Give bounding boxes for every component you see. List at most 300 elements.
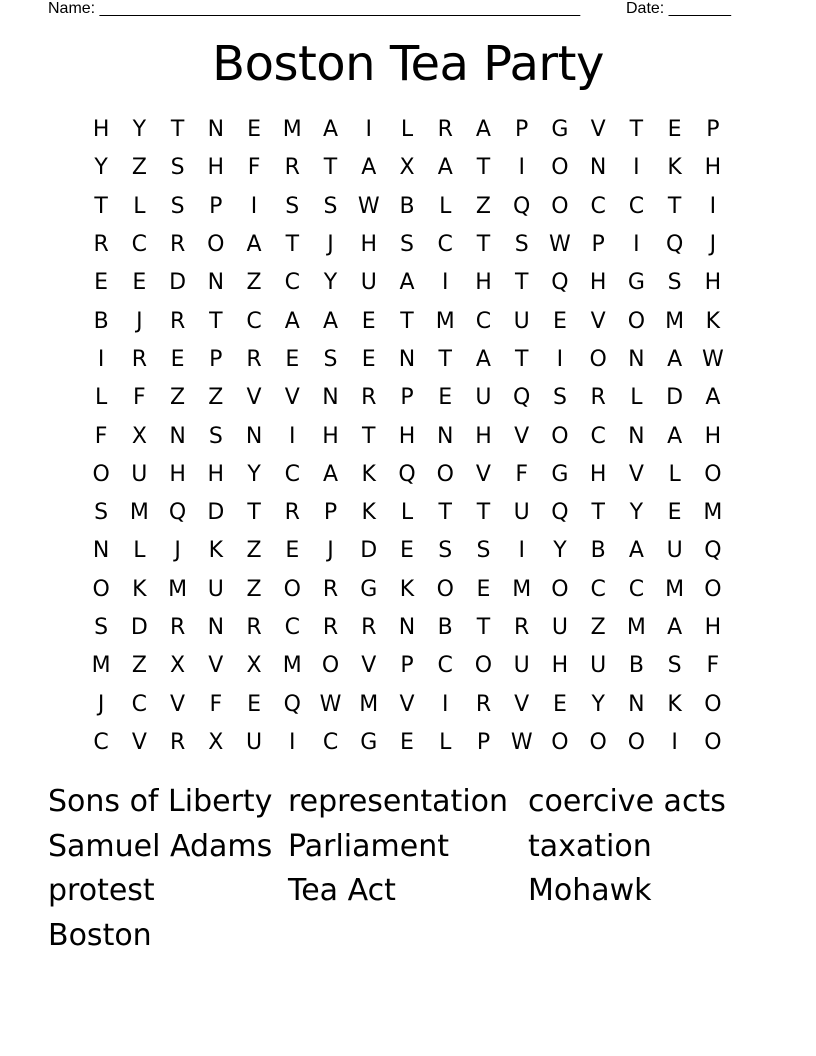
grid-letter: T — [476, 155, 491, 181]
grid-letter: P — [591, 232, 605, 258]
grid-row — [82, 494, 732, 532]
grid-letter: E — [400, 729, 414, 755]
grid-letter: S — [285, 193, 300, 219]
grid-letter: T — [476, 232, 491, 258]
grid-letter: Q — [665, 232, 684, 258]
grid-letter: R — [169, 729, 186, 755]
grid-letter: K — [399, 576, 415, 602]
grid-letter: M — [703, 500, 723, 526]
grid-letter: C — [628, 576, 645, 602]
grid-letter: Y — [132, 117, 147, 143]
grid-row — [82, 571, 732, 609]
grid-letter: L — [133, 193, 146, 219]
grid-letter: R — [169, 615, 186, 640]
grid-letter: N — [92, 538, 110, 564]
grid-letter: I — [441, 270, 449, 296]
grid-letter: I — [709, 193, 717, 219]
grid-letter: K — [705, 308, 721, 334]
grid-letter: I — [365, 117, 372, 143]
grid-letter: Z — [590, 615, 606, 640]
grid-letter: K — [208, 538, 224, 564]
word-bank-item: Sons of Liberty — [48, 784, 273, 819]
grid-letter: L — [439, 193, 452, 219]
word-bank-item: Samuel Adams — [48, 828, 273, 864]
grid-letter: W — [357, 193, 380, 219]
grid-letter: T — [438, 346, 452, 372]
grid-letter: O — [436, 576, 454, 602]
grid-letter: L — [94, 385, 108, 411]
grid-letter: N — [628, 691, 645, 717]
page-title: Boston Tea Party — [212, 36, 604, 92]
word-bank-item: Boston — [48, 917, 152, 953]
grid-letter: Y — [247, 461, 261, 487]
grid-letter: E — [667, 117, 682, 143]
grid-letter: Z — [131, 155, 147, 181]
grid-letter: U — [513, 500, 530, 526]
grid-letter: Y — [94, 155, 108, 181]
grid-letter: J — [709, 232, 717, 258]
grid-letter: E — [247, 691, 261, 717]
grid-letter: R — [475, 691, 492, 717]
grid-letter: V — [590, 308, 606, 334]
word-bank-item: taxation — [528, 828, 652, 864]
grid-letter: Z — [170, 385, 186, 411]
grid-row — [82, 647, 732, 685]
grid-letter: K — [361, 461, 376, 487]
grid-letter: R — [246, 615, 262, 640]
grid-letter: S — [476, 538, 491, 564]
grid-letter: B — [590, 538, 606, 564]
grid-letter: N — [398, 615, 416, 640]
grid-letter: G — [360, 576, 378, 602]
grid-letter: E — [400, 538, 414, 564]
grid-letter: F — [247, 155, 261, 181]
grid-letter: L — [630, 385, 643, 411]
header-line — [48, 0, 748, 20]
grid-letter: U — [513, 308, 530, 334]
grid-letter: C — [322, 729, 339, 755]
grid-letter: F — [94, 423, 108, 449]
grid-letter: N — [169, 423, 186, 449]
grid-letter: R — [131, 346, 147, 372]
grid-letter: E — [361, 346, 376, 372]
grid-letter: W — [319, 691, 342, 717]
grid-letter: R — [590, 385, 606, 411]
grid-letter: U — [513, 653, 530, 679]
grid-letter: A — [246, 232, 262, 258]
grid-letter: U — [551, 615, 568, 640]
grid-letter: O — [704, 461, 722, 487]
grid-letter: L — [668, 461, 681, 487]
letter-grid — [82, 111, 732, 762]
grid-letter: U — [475, 385, 492, 411]
grid-letter: A — [667, 423, 683, 449]
grid-letter: O — [551, 423, 569, 449]
grid-letter: M — [435, 308, 455, 334]
grid-letter: O — [704, 729, 722, 755]
grid-letter: R — [437, 117, 453, 143]
grid-row — [82, 532, 732, 570]
grid-letter: M — [359, 691, 379, 717]
grid-letter: H — [704, 270, 722, 296]
grid-letter: Q — [398, 461, 416, 487]
grid-letter: W — [510, 729, 533, 755]
grid-letter: M — [91, 653, 111, 679]
grid-row — [82, 341, 732, 379]
grid-letter: S — [667, 270, 682, 296]
grid-letter: H — [704, 155, 722, 181]
grid-letter: H — [322, 423, 339, 449]
grid-letter: E — [94, 270, 109, 296]
grid-letter: R — [322, 576, 339, 602]
grid-letter: U — [207, 576, 224, 602]
grid-letter: A — [322, 461, 339, 487]
grid-letter: V — [475, 461, 491, 487]
grid-letter: S — [514, 232, 529, 258]
grid-letter: N — [436, 423, 454, 449]
grid-letter: E — [438, 385, 453, 411]
date-field-label: Date: _______ — [626, 0, 731, 17]
grid-letter: E — [361, 308, 376, 334]
grid-letter: P — [706, 117, 720, 143]
grid-letter: T — [400, 308, 414, 334]
grid-letter: L — [439, 729, 452, 755]
grid-letter: C — [284, 461, 300, 487]
grid-letter: O — [589, 346, 607, 372]
grid-letter: C — [475, 308, 492, 334]
grid-letter: Q — [283, 691, 301, 717]
grid-letter: H — [704, 423, 722, 449]
grid-row — [82, 379, 732, 417]
grid-letter: S — [438, 538, 453, 564]
grid-letter: Q — [168, 500, 187, 526]
grid-letter: N — [322, 385, 339, 411]
grid-letter: T — [514, 270, 529, 296]
grid-letter: Z — [246, 538, 262, 564]
grid-letter: J — [327, 232, 334, 258]
grid-letter: O — [551, 155, 569, 181]
grid-letter: H — [589, 270, 607, 296]
grid-letter: J — [327, 538, 334, 564]
grid-letter: I — [556, 346, 564, 372]
grid-letter: M — [665, 308, 685, 334]
grid-letter: E — [476, 576, 491, 602]
grid-letter: L — [400, 500, 414, 526]
grid-letter: O — [704, 576, 722, 602]
grid-letter: O — [207, 232, 225, 258]
grid-letter: R — [284, 500, 300, 526]
grid-letter: Z — [131, 653, 147, 679]
grid-letter: C — [628, 193, 645, 219]
grid-letter: M — [665, 576, 685, 602]
grid-letter: T — [285, 232, 300, 258]
grid-letter: N — [207, 615, 225, 640]
grid-letter: M — [168, 576, 188, 602]
grid-row — [82, 149, 732, 187]
grid-letter: A — [475, 346, 491, 372]
grid-letter: V — [590, 117, 606, 143]
grid-letter: V — [284, 385, 300, 411]
grid-letter: L — [133, 538, 146, 564]
grid-letter: K — [361, 500, 376, 526]
grid-letter: G — [360, 729, 378, 755]
grid-letter: M — [282, 117, 302, 143]
name-field-label: Name: ______________________________________________________ — [48, 0, 581, 17]
grid-letter: C — [590, 193, 606, 219]
grid-letter: C — [284, 270, 300, 296]
word-bank-item: protest — [48, 873, 155, 908]
grid-letter: H — [475, 423, 492, 449]
grid-letter: T — [667, 193, 682, 219]
grid-letter: X — [131, 423, 147, 449]
grid-letter: S — [170, 193, 185, 219]
grid-letter: T — [438, 500, 452, 526]
grid-letter: N — [589, 155, 607, 181]
grid-letter: X — [170, 653, 186, 679]
grid-letter: Q — [551, 270, 569, 296]
grid-letter: Y — [323, 270, 338, 296]
grid-letter: I — [671, 729, 678, 755]
grid-letter: E — [247, 117, 261, 143]
grid-letter: Y — [629, 500, 644, 526]
grid-letter: P — [515, 117, 529, 143]
grid-letter: J — [174, 538, 181, 564]
grid-letter: V — [131, 729, 147, 755]
grid-letter: T — [247, 500, 261, 526]
grid-letter: O — [627, 308, 646, 334]
grid-letter: N — [207, 270, 225, 296]
grid-letter: O — [551, 193, 569, 219]
grid-letter: T — [591, 500, 605, 526]
grid-letter: M — [512, 576, 532, 602]
grid-letter: T — [514, 346, 529, 372]
grid-letter: A — [284, 308, 300, 334]
grid-row — [82, 111, 732, 149]
word-bank-item: coercive acts — [528, 784, 726, 819]
grid-letter: E — [285, 346, 300, 372]
grid-letter: N — [245, 423, 263, 449]
grid-letter: O — [321, 653, 340, 679]
grid-letter: F — [133, 385, 146, 411]
grid-letter: A — [322, 308, 339, 334]
grid-letter: B — [399, 193, 415, 219]
grid-letter: I — [633, 232, 640, 258]
grid-letter: F — [209, 691, 223, 717]
grid-letter: Q — [513, 193, 531, 219]
grid-letter: H — [551, 653, 569, 679]
grid-letter: I — [289, 423, 296, 449]
word-bank — [48, 780, 768, 958]
grid-letter: V — [208, 653, 224, 679]
grid-letter: O — [704, 691, 722, 717]
grid-row — [82, 685, 732, 723]
grid-letter: R — [169, 308, 186, 334]
grid-letter: O — [551, 576, 569, 602]
grid-letter: O — [589, 729, 607, 755]
grid-letter: U — [246, 729, 263, 755]
grid-letter: B — [437, 615, 453, 640]
grid-letter: E — [552, 691, 567, 717]
grid-letter: N — [207, 117, 225, 143]
grid-letter: O — [92, 576, 110, 602]
word-bank-item: Parliament — [288, 828, 449, 864]
grid-letter: I — [97, 346, 105, 372]
grid-letter: T — [209, 308, 223, 334]
grid-letter: C — [437, 653, 453, 679]
grid-letter: X — [208, 729, 224, 755]
grid-letter: S — [94, 500, 109, 526]
grid-letter: U — [590, 653, 607, 679]
grid-letter: S — [323, 346, 338, 372]
grid-letter: I — [633, 155, 640, 181]
grid-letter: G — [551, 117, 569, 143]
grid-letter: X — [399, 155, 415, 181]
grid-row — [82, 188, 732, 226]
grid-letter: E — [667, 500, 682, 526]
grid-letter: V — [399, 691, 415, 717]
grid-letter: E — [132, 270, 147, 296]
grid-letter: T — [323, 155, 338, 181]
grid-letter: V — [514, 423, 530, 449]
grid-letter: M — [129, 500, 149, 526]
grid-letter: O — [474, 653, 493, 679]
grid-letter: S — [552, 385, 567, 411]
grid-letter: C — [590, 423, 606, 449]
grid-letter: I — [518, 538, 525, 564]
grid-letter: H — [589, 461, 607, 487]
grid-letter: K — [667, 155, 682, 181]
grid-letter: C — [93, 729, 109, 755]
grid-letter: H — [475, 270, 492, 296]
grid-letter: V — [170, 691, 186, 717]
grid-letter: D — [207, 500, 225, 526]
grid-letter: W — [549, 232, 571, 258]
grid-letter: B — [93, 308, 109, 334]
grid-letter: Q — [704, 538, 722, 564]
grid-letter: C — [131, 691, 148, 717]
grid-letter: R — [361, 385, 377, 411]
grid-letter: V — [246, 385, 262, 411]
grid-letter: A — [667, 346, 683, 372]
grid-letter: U — [360, 270, 377, 296]
grid-letter: S — [94, 615, 109, 640]
grid-letter: O — [92, 461, 110, 487]
grid-letter: V — [628, 461, 644, 487]
grid-letter: H — [92, 117, 110, 143]
grid-letter: H — [704, 615, 722, 640]
grid-letter: X — [246, 653, 262, 679]
grid-letter: Z — [208, 385, 224, 411]
grid-letter: M — [626, 615, 646, 640]
grid-letter: Z — [246, 576, 262, 602]
grid-row — [82, 302, 732, 340]
grid-letter: D — [360, 538, 378, 564]
grid-letter: Q — [513, 385, 531, 411]
grid-letter: L — [400, 117, 414, 143]
grid-letter: H — [169, 461, 186, 487]
grid-letter: D — [130, 615, 148, 640]
grid-letter: P — [209, 193, 223, 219]
grid-letter: G — [627, 270, 645, 296]
grid-letter: R — [93, 232, 109, 258]
grid-letter: K — [132, 576, 147, 602]
grid-letter: R — [322, 615, 339, 640]
grid-letter: H — [207, 461, 225, 487]
grid-letter: T — [476, 500, 491, 526]
grid-letter: A — [322, 117, 339, 143]
grid-letter: T — [476, 615, 491, 640]
grid-letter: I — [250, 193, 258, 219]
grid-letter: C — [246, 308, 262, 334]
grid-letter: N — [628, 346, 645, 372]
grid-letter: T — [94, 193, 108, 219]
grid-row — [82, 456, 732, 494]
grid-letter: R — [514, 615, 530, 640]
grid-letter: A — [705, 385, 721, 411]
grid-letter: O — [436, 461, 454, 487]
grid-letter: Y — [553, 538, 567, 564]
grid-row — [82, 609, 732, 647]
grid-letter: R — [284, 155, 300, 181]
grid-letter: E — [170, 346, 185, 372]
grid-letter: C — [590, 576, 606, 602]
grid-letter: U — [666, 538, 683, 564]
grid-letter: A — [667, 615, 683, 640]
grid-letter: H — [398, 423, 416, 449]
grid-letter: J — [136, 308, 143, 334]
grid-letter: N — [398, 346, 416, 372]
grid-letter: C — [284, 615, 300, 640]
grid-row — [82, 724, 732, 762]
grid-letter: A — [628, 538, 644, 564]
grid-letter: E — [552, 308, 567, 334]
grid-letter: J — [97, 691, 105, 717]
grid-letter: B — [628, 653, 644, 679]
grid-letter: A — [475, 117, 491, 143]
grid-letter: C — [131, 232, 148, 258]
grid-letter: Z — [246, 270, 262, 296]
grid-letter: A — [437, 155, 453, 181]
grid-letter: T — [170, 117, 185, 143]
grid-letter: O — [627, 729, 646, 755]
grid-letter: E — [285, 538, 300, 564]
grid-letter: N — [628, 423, 645, 449]
grid-letter: I — [289, 729, 296, 755]
grid-row — [82, 264, 732, 302]
grid-letter: F — [706, 653, 720, 679]
grid-letter: Z — [475, 193, 491, 219]
grid-letter: I — [441, 691, 449, 717]
grid-letter: V — [361, 653, 377, 679]
grid-letter: S — [400, 232, 414, 258]
grid-letter: D — [666, 385, 684, 411]
grid-letter: P — [323, 500, 338, 526]
grid-letter: W — [701, 346, 724, 372]
grid-letter: H — [360, 232, 378, 258]
grid-letter: T — [629, 117, 644, 143]
word-bank-item: Tea Act — [288, 873, 396, 908]
grid-letter: I — [518, 155, 525, 181]
word-bank-item: representation — [288, 784, 509, 819]
grid-letter: F — [515, 461, 529, 487]
grid-letter: O — [283, 576, 301, 602]
grid-letter: R — [246, 346, 262, 372]
grid-letter: O — [551, 729, 569, 755]
word-bank-item: Mohawk — [528, 873, 652, 908]
grid-letter: Q — [551, 500, 569, 526]
grid-letter: D — [169, 270, 187, 296]
grid-row — [82, 226, 732, 264]
